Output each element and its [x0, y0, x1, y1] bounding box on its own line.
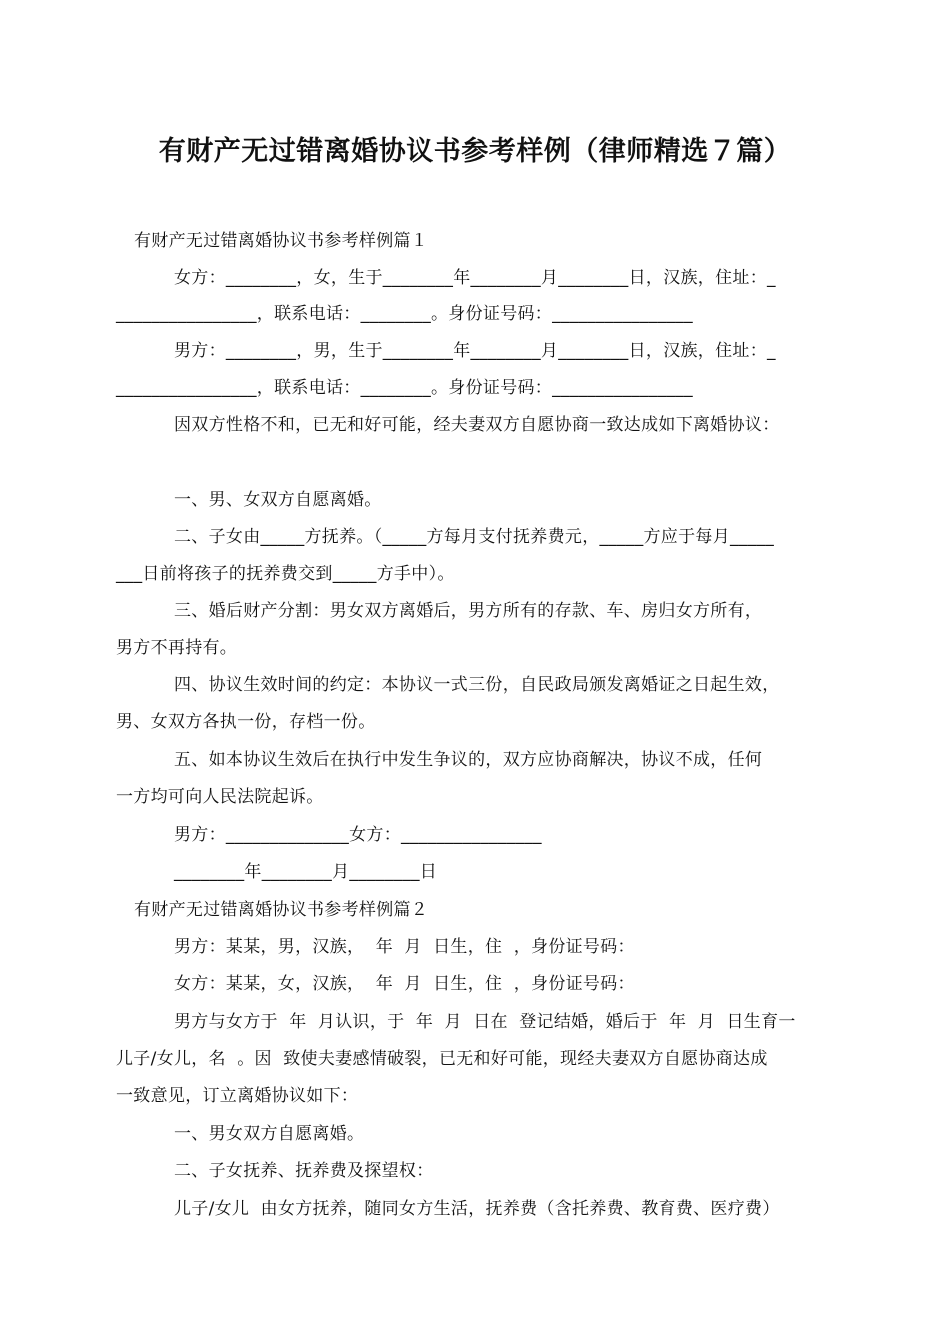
paragraph-line: 四、协议生效时间的约定：本协议一式三份，自民政局颁发离婚证之日起生效， [174, 675, 780, 695]
section-heading-2: 有财产无过错离婚协议书参考样例篇２ [134, 900, 429, 920]
document-title: 有财产无过错离婚协议书参考样例（律师精选７篇） [158, 136, 792, 167]
paragraph-line: 男方与女方于 年 月认识，于 年 月 日在 登记结婚，婚后于 年 月 日生育一 [174, 1012, 796, 1032]
paragraph-line: 儿子/女儿，名 。因 致使夫妻感情破裂，已无和好可能，现经夫妻双方自愿协商达成 [116, 1049, 768, 1069]
section-heading-1: 有财产无过错离婚协议书参考样例篇１ [134, 231, 429, 251]
paragraph-line: 女方：________，女，生于________年________月________日，汉族，住址：_ [174, 268, 776, 288]
paragraph-line: 五、如本协议生效后在执行中发生争议的，双方应协商解决，协议不成，任何 [174, 750, 763, 770]
paragraph-line: 男方：________，男，生于________年________月________日，汉族，住址：_ [174, 341, 776, 361]
paragraph-line: ________________，联系电话：________。身份证号码：________________ [116, 304, 693, 324]
signature-line: 男方：______________女方：________________ [174, 825, 542, 845]
paragraph-line: 男、女双方各执一份，存档一份。 [116, 712, 376, 732]
paragraph-line: 一、男女双方自愿离婚。 [174, 1124, 365, 1144]
paragraph-line: 三、婚后财产分割：男女双方离婚后，男方所有的存款、车、房归女方所有， [174, 601, 763, 621]
paragraph-line: 因双方性格不和，已无和好可能，经夫妻双方自愿协商一致达成如下离婚协议： [174, 415, 780, 435]
paragraph-line: 一致意见，订立离婚协议如下： [116, 1086, 359, 1106]
paragraph-line: ________________，联系电话：________。身份证号码：________________ [116, 378, 693, 398]
paragraph-line: 儿子/女儿 由女方抚养，随同女方生活，抚养费（含托养费、教育费、医疗费） [174, 1199, 780, 1219]
paragraph-line: 男方：某某，男，汉族， 年 月 日生，住 ，身份证号码： [174, 937, 635, 957]
paragraph-line: 男方不再持有。 [116, 638, 238, 658]
paragraph-line: 二、子女由_____方抚养。（_____方每月支付抚养费元，_____方应于每月_____ [174, 527, 774, 547]
paragraph-line: 二、子女抚养、抚养费及探望权： [174, 1161, 434, 1181]
paragraph-line: ___日前将孩子的抚养费交到_____方手中）。 [116, 564, 455, 584]
paragraph-line: 一方均可向人民法院起诉。 [116, 787, 324, 807]
date-line: ________年________月________日 [174, 862, 438, 882]
paragraph-line: 女方：某某，女，汉族， 年 月 日生，住 ，身份证号码： [174, 974, 635, 994]
paragraph-line: 一、男、女双方自愿离婚。 [174, 490, 382, 510]
